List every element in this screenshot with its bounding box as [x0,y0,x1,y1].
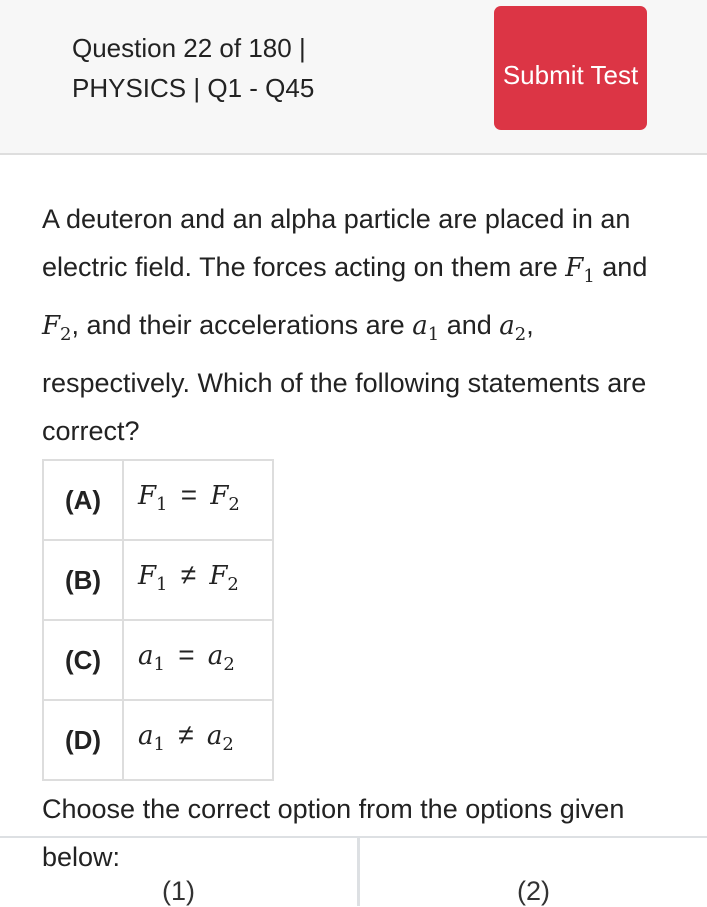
submit-test-button[interactable]: Submit Test [494,6,647,130]
statements-table [42,459,274,781]
statement-row [43,540,273,620]
option-label: (2) [517,876,550,906]
option-label: (1) [162,876,195,906]
statement-expression: $a_1 = a_2$ [123,620,273,700]
instruction-text: Choose the correct option from the options given below: [42,794,625,873]
question-number: Question 22 of 180 | [72,33,306,63]
statement-expression: $F_1 \ne F_2$ [123,540,273,620]
statement-label: (D) [43,700,123,780]
statement-label: (C) [43,620,123,700]
statement-label: (A) [43,460,123,540]
section-range: PHYSICS | Q1 - Q45 [72,73,315,103]
answer-options [0,836,707,904]
option-2[interactable] [360,838,707,906]
option-1[interactable] [0,838,357,906]
statement-expression: $F_1 = F_2$ [123,460,273,540]
question-body [42,195,682,873]
statement-row [43,700,273,780]
statement-label: (B) [43,540,123,620]
question-text: A deuteron and an alpha particle are placed in an electric field. The forces acting on them are $F_1$ and $F_2$, and their accelerations are $a_1$ and $a_2$, respectively. Which of the following statements are correct? [42,204,648,447]
statement-row [43,460,273,540]
statement-expression: $a_1 \ne a_2$ [123,700,273,780]
statement-row [43,620,273,700]
question-counter [72,28,402,108]
question-header [0,0,707,155]
